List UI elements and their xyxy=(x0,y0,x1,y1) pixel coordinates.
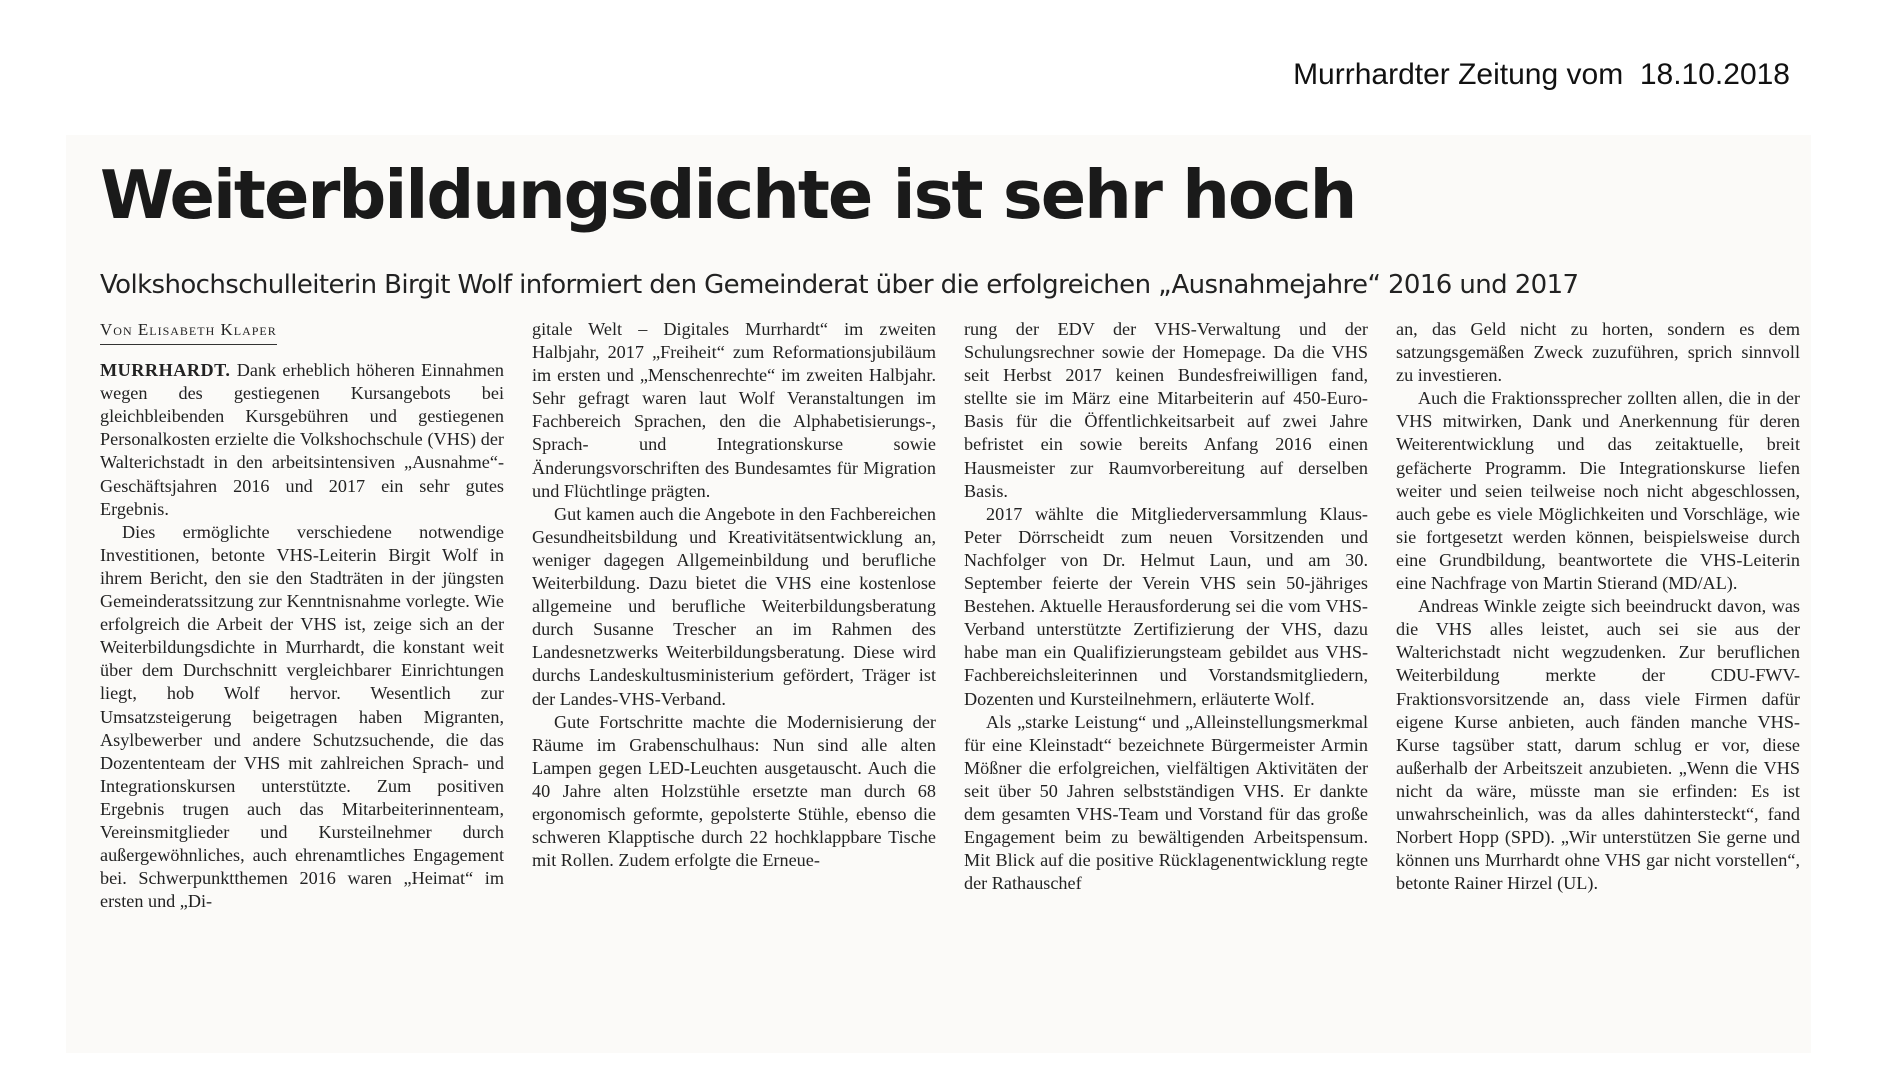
article-paragraph: Als „starke Leistung“ und „Alleinstellungsmerkmal für eine Kleinstadt“ bezeichnete Bürgermeister Armin Mößner die erfolgreichen, vielfältigen Aktivitäten der seit über 50 Jahren selbstständigen VHS. Er dankte dem gesamten VHS-Team und Vorstand für das große Engagement beim zu bewältigenden Arbeitspensum. Mit Blick auf die positive Rücklagenentwicklung regte der Rathauschef xyxy=(964,711,1368,894)
article-column-4 xyxy=(1396,318,1800,1030)
article-paragraph: Auch die Fraktionssprecher zollten allen, die in der VHS mitwirken, Dank und Anerkennung für deren Weiterentwicklung und das zeitaktuelle, breit gefächerte Programm. Die Integrationskurse liefen weiter und seien teilweise noch nicht abgeschlossen, auch gebe es viele Möglichkeiten und Vorschläge, wie sie fortgesetzt werden können, beispielsweise durch eine Grundbildung, beantwortete die VHS-Leiterin eine Nachfrage von Martin Stierand (MD/AL). xyxy=(1396,388,1800,594)
article-headline: Weiterbildungsdichte ist sehr hoch xyxy=(100,156,1356,234)
article-paragraph: Dies ermöglichte verschiedene notwendige Investitionen, betonte VHS-Leiterin Birgit Wolf in ihrem Bericht, den sie den Stadträten in der jüngsten Gemeinderatssitzung zur Kenntnisnahme vorlegte. Wie erfolgreich die Arbeit der VHS ist, zeige sich an der Weiterbildungsdichte in Murrhardt, die konstant weit über dem Durchschnitt vergleichbarer Einrichtungen liegt, hob Wolf hervor. Wesentlich zur Umsatzsteigerung beigetragen haben Migranten, Asylbewerber und andere Schutzsuchende, die das Dozententeam der VHS mit zahlreichen Sprach- und Integrationskursen unterstützte. Zum positiven Ergebnis trugen auch das Mitarbeiterinnenteam, Vereinsmitglieder und Kursteilnehmer durch außergewöhnliches, auch ehrenamtliches Engagement bei. Schwerpunktthemen 2016 waren „Heimat“ im ersten und „Di- xyxy=(100,521,504,912)
article-dateline: MURRHARDT. xyxy=(100,360,231,381)
article-paragraph: Gut kamen auch die Angebote in den Fachbereichen Gesundheitsbildung und Kreativitätsentwicklung an, weniger dagegen Allgemeinbildung und berufliche Weiterbildung. Dazu bietet die VHS eine kostenlose allgemeine und berufliche Weiterbildungsberatung durch Susanne Trescher an im Rahmen des Landesnetzwerks Weiterbildungsberatung. Diese wird durchs Landeskultusministerium gefördert, Träger ist der Landes-VHS-Verband. xyxy=(532,503,936,709)
article-subheadline: Volkshochschulleiterin Birgit Wolf informiert den Gemeinderat über die erfolgreichen „Ausnahmejahre“ 2016 und 2017 xyxy=(100,270,1579,300)
article-paragraph xyxy=(100,359,504,521)
article-column-2 xyxy=(532,318,936,1030)
article-paragraph: rung der EDV der VHS-Verwaltung und der Schulungsrechner sowie der Homepage. Da die VHS seit Herbst 2017 keinen Bundesfreiwilligen fand, stellte sie im März eine Mitarbeiterin auf 450-Euro-Basis für die Öffentlichkeitsarbeit auf zwei Jahre befristet ein sowie bereits Anfang 2016 einen Hausmeister zur Raumvorbereitung auf derselben Basis. xyxy=(964,319,1368,501)
source-line: Murrhardter Zeitung vom 18.10.2018 xyxy=(1293,58,1790,91)
article-paragraph: gitale Welt – Digitales Murrhardt“ im zweiten Halbjahr, 2017 „Freiheit“ zum Reformationsjubiläum im ersten und „Menschenrechte“ im zweiten Halbjahr. Sehr gefragt waren laut Wolf Veranstaltungen im Fachbereich Sprachen, den die Alphabetisierungs-, Sprach- und Integrationskurse sowie Änderungsvorschriften des Bundesamtes für Migration und Flüchtlinge prägten. xyxy=(532,319,936,501)
article-paragraph: 2017 wählte die Mitgliederversammlung Klaus-Peter Dörrscheidt zum neuen Vorsitzenden und Nachfolger von Dr. Helmut Laun, und am 30. September feierte der Verein VHS sein 50-jähriges Bestehen. Aktuelle Herausforderung sei die vom VHS-Verband unterstützte Zertifizierung der VHS, dazu habe man ein Qualifizierungsteam gebildet aus VHS-Fachbereichsleiterinnen und Vorstandsmitgliedern, Dozenten und Kursteilnehmern, erläuterte Wolf. xyxy=(964,503,1368,709)
article-column-1 xyxy=(100,318,504,1030)
article-byline: Von Elisabeth Klaper xyxy=(100,318,277,345)
article-column-3 xyxy=(964,318,1368,1030)
article-paragraph: Andreas Winkle zeigte sich beeindruckt davon, was die VHS alles leistet, auch sei sie aus der Walterichstadt nicht wegzudenken. Zur beruflichen Weiterbildung merkte der CDU-FWV-Fraktionsvorsitzende an, dass viele Firmen dafür eigene Kurse anbieten, auch fänden manche VHS-Kurse tagsüber statt, darum schlug er vor, diese außerhalb der Arbeitszeit anzubieten. „Wenn die VHS nicht da wäre, müsste man sie erfinden: Es ist unwahrscheinlich, was da alles dahintersteckt“, fand Norbert Hopp (SPD). „Wir unterstützen Sie gerne und können uns Murrhardt ohne VHS gar nicht vorstellen“, betonte Rainer Hirzel (UL). xyxy=(1396,596,1800,894)
article-paragraph: an, das Geld nicht zu horten, sondern es dem satzungsgemäßen Zweck zuzuführen, sprich sinnvoll zu investieren. xyxy=(1396,319,1800,386)
article-body xyxy=(100,318,1800,1030)
paragraph-text: Dank erheblich höheren Einnahmen wegen des gestiegenen Kursangebots bei gleichbleibenden Kursgebühren und gestiegenen Personalkosten erzielte die Volkshochschule (VHS) der Walterichstadt in den arbeitsintensiven „Ausnahme“-Geschäftsjahren 2016 und 2017 ein sehr gutes Ergebnis. xyxy=(100,360,505,519)
article-paragraph: Gute Fortschritte machte die Modernisierung der Räume im Grabenschulhaus: Nun sind alle alten Lampen gegen LED-Leuchten ausgetauscht. Auch die 40 Jahre alten Holzstühle ersetzte man durch 68 ergonomisch geformte, gepolsterte Stühle, ebenso die schweren Klapptische durch 22 hochklappbare Tische mit Rollen. Zudem erfolgte die Erneue- xyxy=(532,711,936,871)
